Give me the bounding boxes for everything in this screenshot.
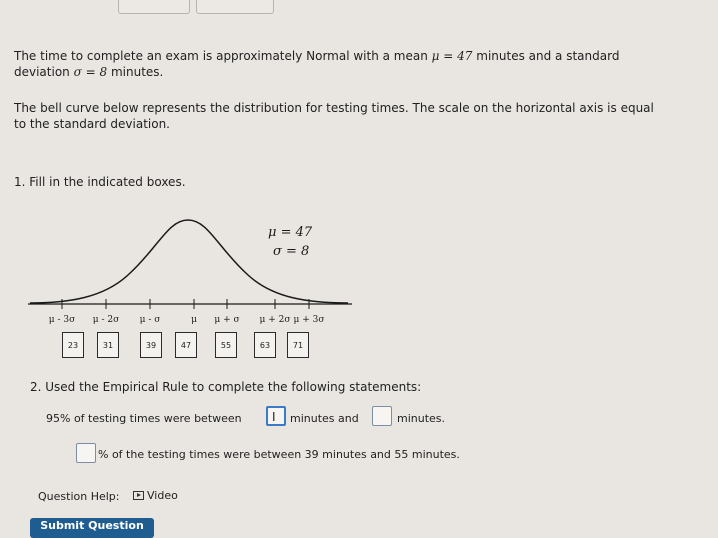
text-cursor: I — [272, 410, 276, 424]
tab-stub[interactable] — [118, 0, 190, 14]
video-icon — [133, 491, 144, 500]
top-tabs-strip — [0, 0, 718, 22]
axis-tick-label: μ - σ — [139, 315, 161, 325]
answer-box-lower-bound[interactable] — [266, 406, 286, 426]
intro-text: minutes. — [110, 65, 164, 79]
value-box: 63 — [254, 332, 276, 358]
mu-equation: μ = 47 — [431, 49, 473, 63]
answer-box-percent[interactable] — [76, 443, 96, 463]
tab-stub[interactable] — [196, 0, 274, 14]
statement-1-mid: minutes and — [290, 412, 359, 425]
axis-tick-label: μ - 3σ — [48, 315, 76, 325]
bell-curve-figure — [28, 210, 358, 328]
value-box: 47 — [175, 332, 197, 358]
submit-question-button[interactable]: Submit Question — [30, 518, 154, 538]
part1-instruction: 1. Fill in the indicated boxes. — [14, 175, 186, 189]
paragraph-2-line-2: to the standard deviation. — [14, 117, 170, 131]
question-help-label: Question Help: — [38, 490, 120, 503]
part2-instruction: 2. Used the Empirical Rule to complete the following statements: — [30, 380, 422, 394]
chart-mu-label: μ = 47 — [268, 225, 313, 240]
axis-tick-label: μ - 2σ — [92, 315, 120, 325]
axis-tick-label: μ + 2σ — [259, 315, 291, 325]
chart-sigma-label: σ = 8 — [273, 244, 310, 259]
axis-tick-label: μ + 3σ — [293, 315, 325, 325]
statement-1-end: minutes. — [397, 412, 446, 425]
paragraph-2-line-1: The bell curve below represents the distribution for testing times. The scale on the horizontal axis is equal — [14, 101, 654, 115]
intro-text: deviation — [14, 65, 70, 79]
intro-text: minutes and a standard — [476, 49, 620, 63]
intro-text: The time to complete an exam is approximately Normal with a mean — [14, 49, 428, 63]
value-box: 55 — [215, 332, 237, 358]
statement-1-start: 95% of testing times were between — [46, 412, 242, 425]
video-label: Video — [147, 489, 178, 502]
answer-box-upper-bound[interactable] — [372, 406, 392, 426]
intro-line-2 — [14, 64, 163, 81]
axis-tick-label: μ + σ — [214, 315, 240, 325]
intro-line-1 — [14, 48, 619, 65]
value-box: 71 — [287, 332, 309, 358]
value-box: 23 — [62, 332, 84, 358]
axis-tick-label: μ — [191, 315, 197, 325]
value-box: 31 — [97, 332, 119, 358]
statement-2-end: % of the testing times were between 39 minutes and 55 minutes. — [98, 448, 460, 461]
value-box: 39 — [140, 332, 162, 358]
sigma-equation: σ = 8 — [73, 65, 108, 79]
video-help-button[interactable] — [133, 489, 178, 503]
